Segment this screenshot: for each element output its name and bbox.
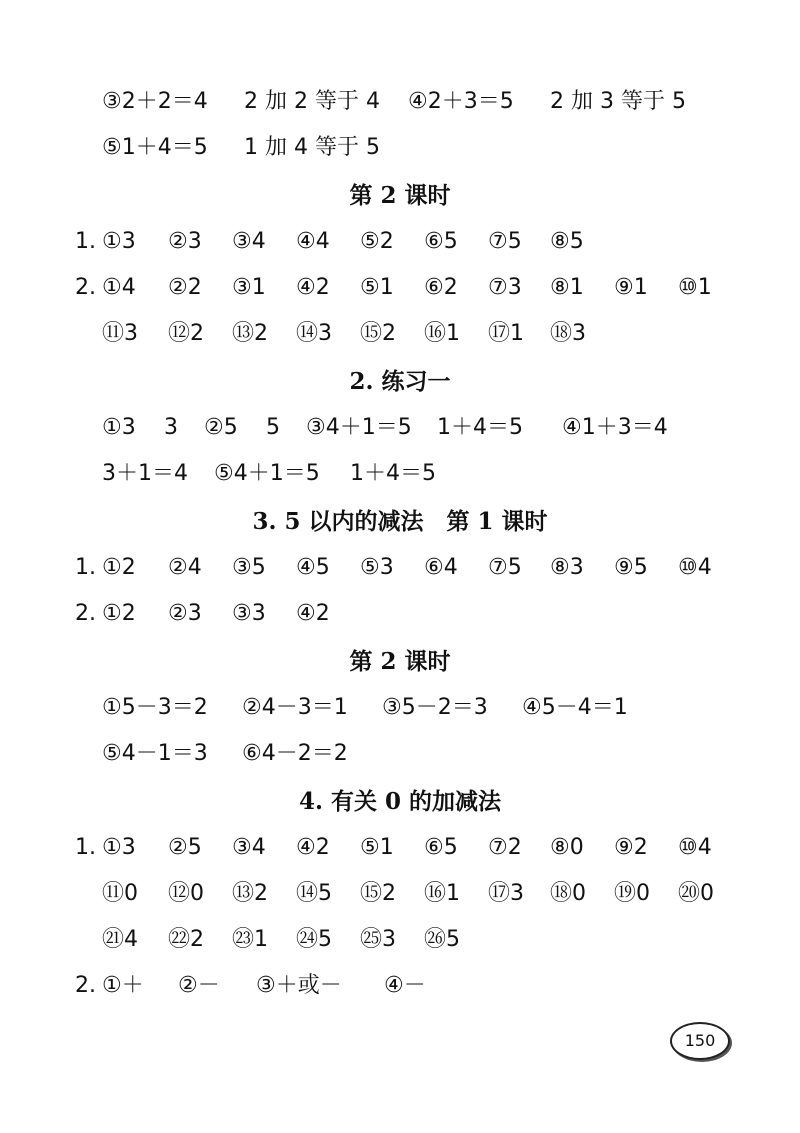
answer-line-8 <box>0 553 800 583</box>
question-number: 2. <box>75 275 96 300</box>
answer-item: ⑧0 <box>550 835 584 860</box>
answer-item: 1＋4＝5 <box>350 461 436 486</box>
answer-line-15 <box>0 971 800 1001</box>
answer-item: ⑤1 <box>360 275 394 300</box>
answer-item: ⑥5 <box>424 229 458 254</box>
answer-item: ①2 <box>102 601 136 626</box>
answer-item: ③4＋1＝5 <box>306 415 412 440</box>
answer-item: 3＋1＝4 <box>102 461 188 486</box>
answer-item: ③5 <box>232 555 266 580</box>
answer-item: ①3 <box>102 415 136 440</box>
section-heading: 4. 有关 0 的加减法 <box>298 788 502 815</box>
question-number: 2. <box>75 973 96 998</box>
answer-item: ⑧3 <box>550 555 584 580</box>
answer-line-5 <box>0 319 800 349</box>
answer-item: ⑧5 <box>550 229 584 254</box>
answer-item: ①＋ <box>102 973 144 998</box>
answer-item: ⑨2 <box>614 835 648 860</box>
answer-item: ㉑4 <box>102 927 138 952</box>
answer-item: ⑯1 <box>424 321 460 346</box>
answer-line-10 <box>0 693 800 723</box>
answer-item: ④2 <box>296 275 330 300</box>
answer-item: ⑤1 <box>360 835 394 860</box>
answer-item: ⑥4－2＝2 <box>242 741 348 766</box>
answer-item: ⑲0 <box>614 881 650 906</box>
answer-item: ④5－4＝1 <box>522 695 628 720</box>
answer-line-1 <box>0 87 800 117</box>
answer-item: ⑭5 <box>296 881 332 906</box>
answer-item: ⑪3 <box>102 321 138 346</box>
question-number: 1. <box>75 555 96 580</box>
answer-item: ②5 <box>204 415 238 440</box>
answer-line-4 <box>0 273 800 303</box>
answer-item: ③1 <box>232 275 266 300</box>
answer-item: ③2＋2＝4 <box>102 89 208 114</box>
answer-item: ⑰1 <box>488 321 524 346</box>
answer-item: ㉓1 <box>232 927 268 952</box>
section-heading: 第 2 课时 <box>349 182 451 209</box>
answer-item: ③＋或－ <box>256 973 342 998</box>
answer-item: ㉖5 <box>424 927 460 952</box>
answer-item: ⑭3 <box>296 321 332 346</box>
answer-item: ①3 <box>102 835 136 860</box>
answer-line-6 <box>0 413 800 443</box>
answer-item: ①2 <box>102 555 136 580</box>
answer-item: ⑳0 <box>678 881 714 906</box>
answer-item: ④2 <box>296 835 330 860</box>
answer-item: ㉒2 <box>168 927 204 952</box>
answer-item: ⑪0 <box>102 881 138 906</box>
answer-item: ①3 <box>102 229 136 254</box>
answer-item: ①5－3＝2 <box>102 695 208 720</box>
answer-item: ⑱3 <box>550 321 586 346</box>
answer-item: 3 <box>164 415 178 440</box>
answer-item: ⑰3 <box>488 881 524 906</box>
answer-item: 2 加 2 等于 4 <box>244 89 380 114</box>
answer-item: ⑥4 <box>424 555 458 580</box>
answer-item: ②3 <box>168 601 202 626</box>
answer-item: ②4－3＝1 <box>242 695 348 720</box>
answer-item: ⑨1 <box>614 275 648 300</box>
answer-item: ⑤1＋4＝5 <box>102 135 208 160</box>
answer-item: ③4 <box>232 229 266 254</box>
answer-item: ②5 <box>168 835 202 860</box>
answer-item: ⑥5 <box>424 835 458 860</box>
answer-item: ⑫2 <box>168 321 204 346</box>
question-number: 1. <box>75 229 96 254</box>
answer-item: ⑦5 <box>488 555 522 580</box>
answer-item: ⑤3 <box>360 555 394 580</box>
answer-line-12 <box>0 833 800 863</box>
answer-item: ⑯1 <box>424 881 460 906</box>
page-number-badge: 150 <box>670 1022 730 1060</box>
answer-item: ⑬2 <box>232 321 268 346</box>
answer-item: 5 <box>266 415 280 440</box>
answer-item: ⑧1 <box>550 275 584 300</box>
question-number: 2. <box>75 601 96 626</box>
answer-item: ④1＋3＝4 <box>562 415 668 440</box>
answer-item: ⑨5 <box>614 555 648 580</box>
answer-item: ②－ <box>178 973 220 998</box>
answer-item: ⑤4－1＝3 <box>102 741 208 766</box>
answer-item: ⑥2 <box>424 275 458 300</box>
question-number: 1. <box>75 835 96 860</box>
answer-item: ⑦2 <box>488 835 522 860</box>
answer-item: 1＋4＝5 <box>437 415 523 440</box>
answer-item: 2 加 3 等于 5 <box>550 89 686 114</box>
answer-line-9 <box>0 599 800 629</box>
section-heading: 3. 5 以内的减法 第 1 课时 <box>252 508 548 535</box>
answer-item: ③4 <box>232 835 266 860</box>
answer-line-13 <box>0 879 800 909</box>
answer-item: ⑮2 <box>360 321 396 346</box>
answer-item: ⑩4 <box>678 835 712 860</box>
answer-item: ②2 <box>168 275 202 300</box>
answer-item: ㉔5 <box>296 927 332 952</box>
answer-item: ④4 <box>296 229 330 254</box>
answer-item: ⑦3 <box>488 275 522 300</box>
answer-item: ②4 <box>168 555 202 580</box>
answer-line-3 <box>0 227 800 257</box>
answer-item: ⑬2 <box>232 881 268 906</box>
answer-item: ⑤2 <box>360 229 394 254</box>
answer-item: ⑩1 <box>678 275 712 300</box>
answer-item: ④－ <box>384 973 426 998</box>
section-heading: 第 2 课时 <box>349 648 451 675</box>
answer-item: ⑦5 <box>488 229 522 254</box>
answer-item: ⑫0 <box>168 881 204 906</box>
answer-line-2 <box>0 133 800 163</box>
answer-line-11 <box>0 739 800 769</box>
answer-line-14 <box>0 925 800 955</box>
answer-item: ⑮2 <box>360 881 396 906</box>
answer-item: ③5－2＝3 <box>382 695 488 720</box>
answer-line-7 <box>0 459 800 489</box>
answer-item: ㉕3 <box>360 927 396 952</box>
answer-item: ②3 <box>168 229 202 254</box>
answer-item: ④2 <box>296 601 330 626</box>
answer-item: ⑱0 <box>550 881 586 906</box>
answer-item: ⑩4 <box>678 555 712 580</box>
answer-item: ④5 <box>296 555 330 580</box>
answer-item: ⑤4＋1＝5 <box>214 461 320 486</box>
answer-item: 1 加 4 等于 5 <box>244 135 380 160</box>
answer-item: ①4 <box>102 275 136 300</box>
section-heading: 2. 练习一 <box>349 368 451 395</box>
answer-item: ③3 <box>232 601 266 626</box>
answer-item: ④2＋3＝5 <box>408 89 514 114</box>
